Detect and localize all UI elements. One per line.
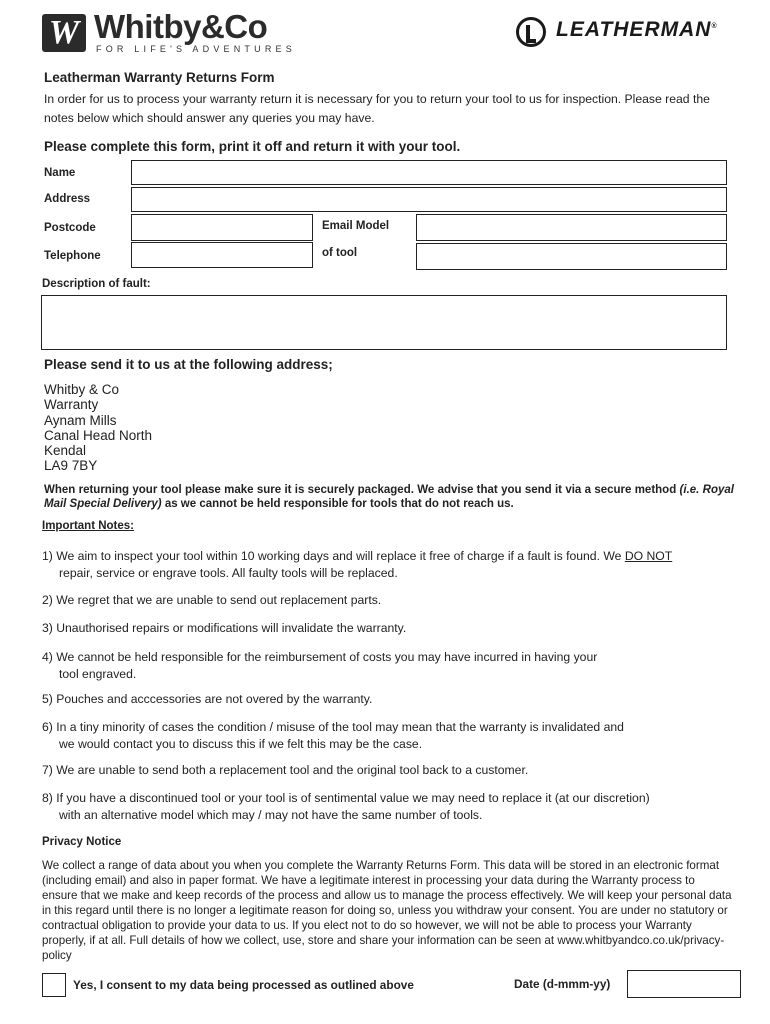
name-field[interactable] [131, 160, 727, 185]
registered-mark: ® [711, 23, 718, 30]
note-item: 6) In a tiny minority of cases the condition / misuse of the tool may mean that the warranty is invalidated and we would contact you to discuss this if we felt this may be the case. [42, 720, 624, 751]
note-item: 3) Unauthorised repairs or modifications will invalidate the warranty. [42, 621, 407, 635]
fault-label: Description of fault: [42, 278, 151, 290]
packaging-note: When returning your tool please make sure it is securely packaged. We advise that you send it via a secure method (i.e. Royal Mail Special Delivery) as we cannot be held responsible for tools that do not reach us. [44, 484, 734, 510]
consent-checkbox[interactable] [42, 973, 66, 997]
whitby-logo-mark: W [42, 14, 86, 52]
whitby-tagline: FOR LIFE'S ADVENTURES [96, 44, 296, 54]
note-item: 2) We regret that we are unable to send out replacement parts. [42, 593, 382, 607]
important-notes-heading: Important Notes: [42, 520, 134, 532]
fault-description-field[interactable] [41, 295, 727, 350]
date-label: Date (d-mmm-yy) [514, 977, 611, 991]
form-intro: In order for us to process your warranty return it is necessary for you to return your tool to us for inspection. Please read the notes below which should answer any queries you may have. [44, 92, 710, 125]
form-instruction: Please complete this form, print it off and return it with your tool. [44, 139, 461, 154]
privacy-heading: Privacy Notice [42, 836, 122, 848]
postcode-label: Postcode [44, 222, 96, 234]
address-line: LA9 7BY [44, 458, 98, 474]
telephone-field[interactable] [131, 242, 313, 268]
model-of-tool-field[interactable] [416, 243, 727, 270]
email-model-label: Email Model [322, 220, 390, 232]
address-field[interactable] [131, 187, 727, 212]
leatherman-logo-icon [516, 17, 546, 47]
form-title: Leatherman Warranty Returns Form [44, 70, 275, 85]
postcode-field[interactable] [131, 214, 313, 241]
telephone-label: Telephone [44, 250, 101, 262]
consent-label: Yes, I consent to my data being processed as outlined above [73, 978, 414, 992]
privacy-text: We collect a range of data about you when you complete the Warranty Returns Form. This data will be stored in an electronic format (including email) and also in paper format. We have a legitimate interest in processing your data during the Warranty process to ensure that we make and keep records of the process and allow us to manage the process effectively. We will keep your personal data in this regard until there is no longer a legitimate reason for doing so, unless you withdraw your consent. You are under no statutory or contractual obligation to provide your data to us. If you elect not to do so however, we will not be able to process your Warranty properly, if at all. Full details of how we collect, use, store and share your information can be seen at www.whitbyandco.co.uk/privacy-policy [42, 859, 732, 962]
address-line: Aynam Mills [44, 412, 117, 428]
date-field[interactable] [627, 970, 741, 998]
address-line: Kendal [44, 443, 87, 459]
name-label: Name [44, 167, 76, 179]
send-address-heading: Please send it to us at the following address; [44, 357, 333, 372]
leatherman-brand-name: LEATHERMAN® [556, 18, 718, 41]
of-tool-label: of tool [322, 247, 358, 259]
address-line: Canal Head North [44, 427, 153, 443]
note-item: 5) Pouches and acccessories are not overed by the warranty. [42, 692, 373, 706]
address-label: Address [44, 193, 91, 205]
note-item: 4) We cannot be held responsible for the reimbursement of costs you may have incurred in having your tool engraved. [42, 650, 598, 681]
note-item: 7) We are unable to send both a replacement tool and the original tool back to a customer. [42, 763, 529, 777]
address-line: Whitby & Co [44, 382, 120, 397]
address-line: Warranty [44, 397, 99, 413]
return-address [44, 382, 152, 474]
whitby-brand-name: Whitby&Co [94, 8, 268, 45]
email-field[interactable] [416, 214, 727, 241]
note-item: 8) If you have a discontinued tool or your tool is of sentimental value we may need to replace it (at our discretion) with an alternative model which may / may not have the same number of tools. [42, 791, 650, 822]
note-item: 1) We aim to inspect your tool within 10 working days and will replace it free of charge if a fault is found. We DO NOT repair, service or engrave tools. All faulty tools will be replaced. [42, 549, 673, 580]
